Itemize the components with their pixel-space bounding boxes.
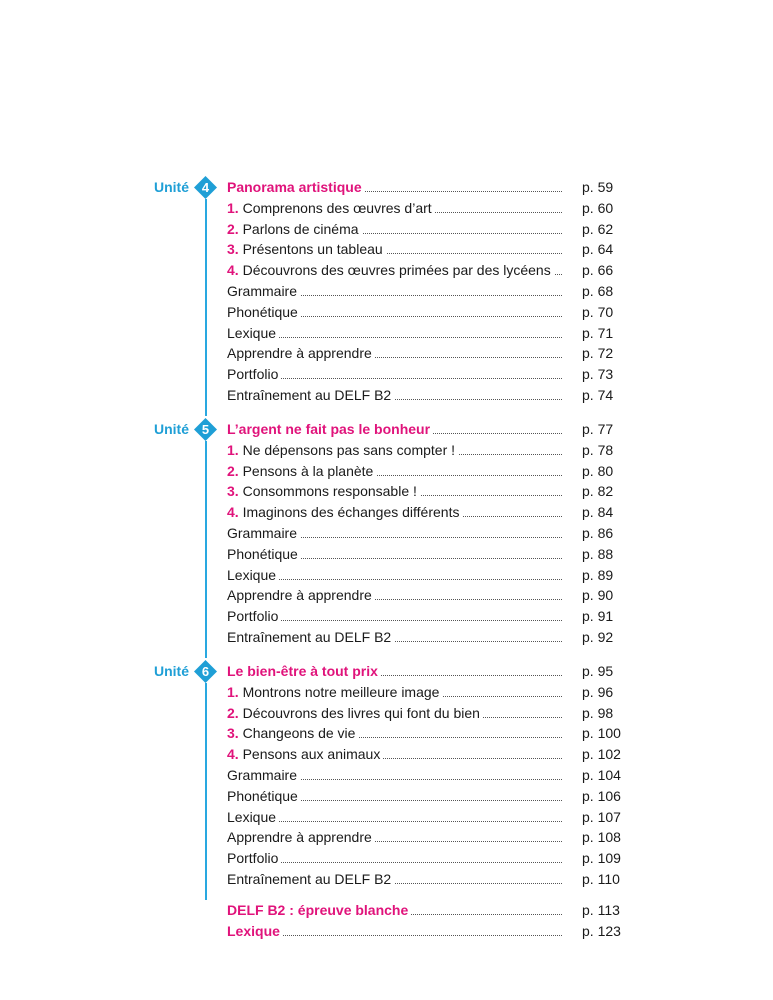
entry-title bbox=[227, 848, 281, 869]
entry-text: Phonétique bbox=[227, 303, 298, 320]
toc-entry[interactable] bbox=[227, 848, 622, 869]
toc-entry[interactable] bbox=[227, 523, 622, 544]
entry-title bbox=[227, 565, 279, 586]
entry-text: Montrons notre meilleure image bbox=[238, 683, 440, 700]
toc-entry[interactable] bbox=[227, 281, 622, 302]
unit-title-entry[interactable] bbox=[227, 661, 622, 682]
entry-title bbox=[227, 281, 300, 302]
toc-entry[interactable] bbox=[227, 744, 622, 765]
entry-text: Lexique bbox=[227, 922, 280, 939]
entry-title bbox=[227, 921, 283, 942]
entry-text: Présentons un tableau bbox=[238, 241, 383, 258]
entry-number: 1. bbox=[227, 441, 239, 458]
page-number: p. 72 bbox=[582, 345, 614, 362]
toc-entry[interactable] bbox=[227, 807, 622, 828]
entry-text: Lexique bbox=[227, 808, 277, 825]
entry-title bbox=[227, 807, 279, 828]
entry-text: Pensons aux animaux bbox=[238, 746, 381, 763]
page-number: p. 95 bbox=[582, 663, 614, 679]
toc-entry[interactable] bbox=[227, 302, 622, 323]
toc-entry[interactable] bbox=[227, 481, 622, 502]
entry-number: 2. bbox=[227, 704, 239, 721]
page-number: p. 74 bbox=[582, 387, 614, 403]
entry-title bbox=[227, 385, 394, 406]
unit-number: 5 bbox=[201, 422, 210, 437]
page-number: p. 113 bbox=[582, 902, 620, 918]
page-number: p. 98 bbox=[582, 704, 614, 721]
unit-title-entry[interactable] bbox=[227, 177, 622, 198]
extra-entry[interactable] bbox=[227, 921, 622, 942]
entry-title bbox=[227, 461, 376, 482]
page-number: p. 64 bbox=[582, 241, 614, 258]
entry-title bbox=[227, 198, 435, 219]
entry-text: Ne dépensons pas sans compter ! bbox=[238, 441, 456, 458]
entry-number: 3. bbox=[227, 241, 239, 258]
page-number: p. 90 bbox=[582, 587, 614, 604]
page-number: p. 123 bbox=[582, 922, 621, 939]
page-number: p. 77 bbox=[582, 421, 614, 437]
entry-title bbox=[227, 627, 394, 648]
entry-title bbox=[227, 869, 394, 890]
page-number: p. 80 bbox=[582, 462, 614, 479]
unit-number-badge-icon bbox=[194, 176, 217, 199]
entry-number: 4. bbox=[227, 746, 239, 763]
entry-text: Lexique bbox=[227, 566, 277, 583]
unit-label: Unité bbox=[154, 179, 189, 195]
entry-number: 1. bbox=[227, 683, 239, 700]
toc-entry[interactable] bbox=[227, 323, 622, 344]
page-number: p. 60 bbox=[582, 199, 614, 216]
entry-text: Apprendre à apprendre bbox=[227, 345, 372, 362]
entry-title bbox=[227, 900, 411, 921]
entry-title bbox=[227, 323, 279, 344]
toc-entry[interactable] bbox=[227, 440, 622, 461]
unit-number: 4 bbox=[201, 180, 210, 195]
entry-title bbox=[227, 260, 554, 281]
page-number: p. 84 bbox=[582, 504, 614, 521]
entry-title bbox=[227, 523, 300, 544]
unit-title-entry[interactable] bbox=[227, 419, 622, 440]
page-number: p. 70 bbox=[582, 303, 614, 320]
toc-entry[interactable] bbox=[227, 502, 622, 523]
entry-text: Comprenons des œuvres d’art bbox=[238, 199, 432, 216]
unit-divider-line bbox=[205, 683, 207, 900]
page-number: p. 73 bbox=[582, 366, 614, 383]
entry-text: Changeons de vie bbox=[238, 725, 356, 742]
toc-entry[interactable] bbox=[227, 198, 622, 219]
page-number: p. 88 bbox=[582, 545, 614, 562]
toc-entry[interactable] bbox=[227, 723, 622, 744]
entry-text: Imaginons des échanges différents bbox=[238, 504, 460, 521]
entry-title bbox=[227, 723, 358, 744]
entry-text: Consommons responsable ! bbox=[238, 483, 417, 500]
toc-entry[interactable] bbox=[227, 219, 622, 240]
toc-entry[interactable] bbox=[227, 260, 622, 281]
toc-entry[interactable] bbox=[227, 606, 622, 627]
page-number: p. 91 bbox=[582, 608, 614, 625]
entry-number: 4. bbox=[227, 262, 239, 279]
page-number: p. 68 bbox=[582, 283, 614, 299]
entry-text: Grammaire bbox=[227, 767, 298, 783]
entry-text: Portfolio bbox=[227, 608, 279, 625]
entry-title bbox=[227, 239, 386, 260]
entry-text: Portfolio bbox=[227, 850, 279, 867]
toc-entry[interactable] bbox=[227, 461, 622, 482]
entry-title bbox=[227, 703, 483, 724]
entry-text: Lexique bbox=[227, 324, 277, 341]
page-number: p. 59 bbox=[582, 179, 614, 195]
entry-title bbox=[227, 343, 375, 364]
unit-label: Unité bbox=[154, 421, 189, 437]
entry-title bbox=[227, 585, 375, 606]
entry-text: Grammaire bbox=[227, 525, 298, 541]
page-number: p. 96 bbox=[582, 683, 614, 700]
entry-text: Le bien-être à tout prix bbox=[227, 663, 378, 679]
unit-number-badge-icon bbox=[194, 418, 217, 441]
page-number: p. 108 bbox=[582, 829, 621, 846]
entry-text: Grammaire bbox=[227, 283, 298, 299]
toc-entry[interactable] bbox=[227, 827, 622, 848]
page-number: p. 82 bbox=[582, 483, 614, 500]
toc-entry[interactable] bbox=[227, 544, 622, 565]
entry-text: Entraînement au DELF B2 bbox=[227, 629, 392, 645]
unit-number-badge-icon bbox=[194, 660, 217, 683]
toc-entry[interactable] bbox=[227, 869, 622, 890]
entry-text: Entraînement au DELF B2 bbox=[227, 387, 392, 403]
page-number: p. 107 bbox=[582, 808, 621, 825]
entry-number: 2. bbox=[227, 220, 239, 237]
entry-text: Pensons à la planète bbox=[238, 462, 374, 479]
entry-title bbox=[227, 440, 458, 461]
entry-title bbox=[227, 744, 383, 765]
entry-title bbox=[227, 544, 301, 565]
entry-title bbox=[227, 177, 365, 198]
entry-title bbox=[227, 481, 420, 502]
page-number: p. 102 bbox=[582, 746, 621, 763]
entry-text: Parlons de cinéma bbox=[238, 220, 359, 237]
entry-title bbox=[227, 419, 433, 440]
toc-entry[interactable] bbox=[227, 343, 622, 364]
entry-title bbox=[227, 765, 300, 786]
entry-number: 1. bbox=[227, 199, 239, 216]
page-number: p. 106 bbox=[582, 787, 621, 804]
entry-text: L’argent ne fait pas le bonheur bbox=[227, 421, 431, 437]
extra-entry[interactable] bbox=[227, 900, 622, 921]
entry-title bbox=[227, 606, 281, 627]
entry-title bbox=[227, 682, 442, 703]
toc-entry[interactable] bbox=[227, 703, 622, 724]
page-number: p. 71 bbox=[582, 324, 614, 341]
entry-text: Découvrons des œuvres primées par des lycéens bbox=[238, 262, 551, 279]
unit-label: Unité bbox=[154, 663, 189, 679]
entry-title bbox=[227, 786, 301, 807]
unit-divider-line bbox=[205, 199, 207, 416]
entry-text: Portfolio bbox=[227, 366, 279, 383]
entry-text: Panorama artistique bbox=[227, 179, 362, 195]
entry-text: Phonétique bbox=[227, 787, 298, 804]
page-number: p. 109 bbox=[582, 850, 621, 867]
page-number: p. 100 bbox=[582, 725, 621, 742]
entry-text: Apprendre à apprendre bbox=[227, 829, 372, 846]
page-number: p. 110 bbox=[582, 871, 620, 887]
toc-entry[interactable] bbox=[227, 585, 622, 606]
toc-entry[interactable] bbox=[227, 682, 622, 703]
toc-entry[interactable] bbox=[227, 239, 622, 260]
toc-entry[interactable] bbox=[227, 385, 622, 406]
entry-title bbox=[227, 502, 462, 523]
entry-number: 4. bbox=[227, 504, 239, 521]
toc-entry[interactable] bbox=[227, 765, 622, 786]
page-number: p. 86 bbox=[582, 525, 614, 541]
entry-title bbox=[227, 827, 375, 848]
page-number: p. 92 bbox=[582, 629, 614, 645]
entry-number: 3. bbox=[227, 725, 239, 742]
unit-divider-line bbox=[205, 441, 207, 658]
page-number: p. 62 bbox=[582, 220, 614, 237]
entry-number: 2. bbox=[227, 462, 239, 479]
entry-text: Apprendre à apprendre bbox=[227, 587, 372, 604]
toc-entry[interactable] bbox=[227, 627, 622, 648]
entry-text: Découvrons des livres qui font du bien bbox=[238, 704, 480, 721]
entry-title bbox=[227, 364, 281, 385]
entry-title bbox=[227, 302, 301, 323]
toc-entry[interactable] bbox=[227, 565, 622, 586]
entry-text: Entraînement au DELF B2 bbox=[227, 871, 392, 887]
toc-entry[interactable] bbox=[227, 786, 622, 807]
page-number: p. 66 bbox=[582, 262, 614, 279]
unit-number: 6 bbox=[201, 664, 210, 679]
entry-text: DELF B2 : épreuve blanche bbox=[227, 902, 409, 918]
toc-entry[interactable] bbox=[227, 364, 622, 385]
page-number: p. 89 bbox=[582, 566, 614, 583]
entry-number: 3. bbox=[227, 483, 239, 500]
page-number: p. 104 bbox=[582, 767, 621, 783]
entry-text: Phonétique bbox=[227, 545, 298, 562]
entry-title bbox=[227, 219, 362, 240]
page-number: p. 78 bbox=[582, 441, 614, 458]
entry-title bbox=[227, 661, 381, 682]
